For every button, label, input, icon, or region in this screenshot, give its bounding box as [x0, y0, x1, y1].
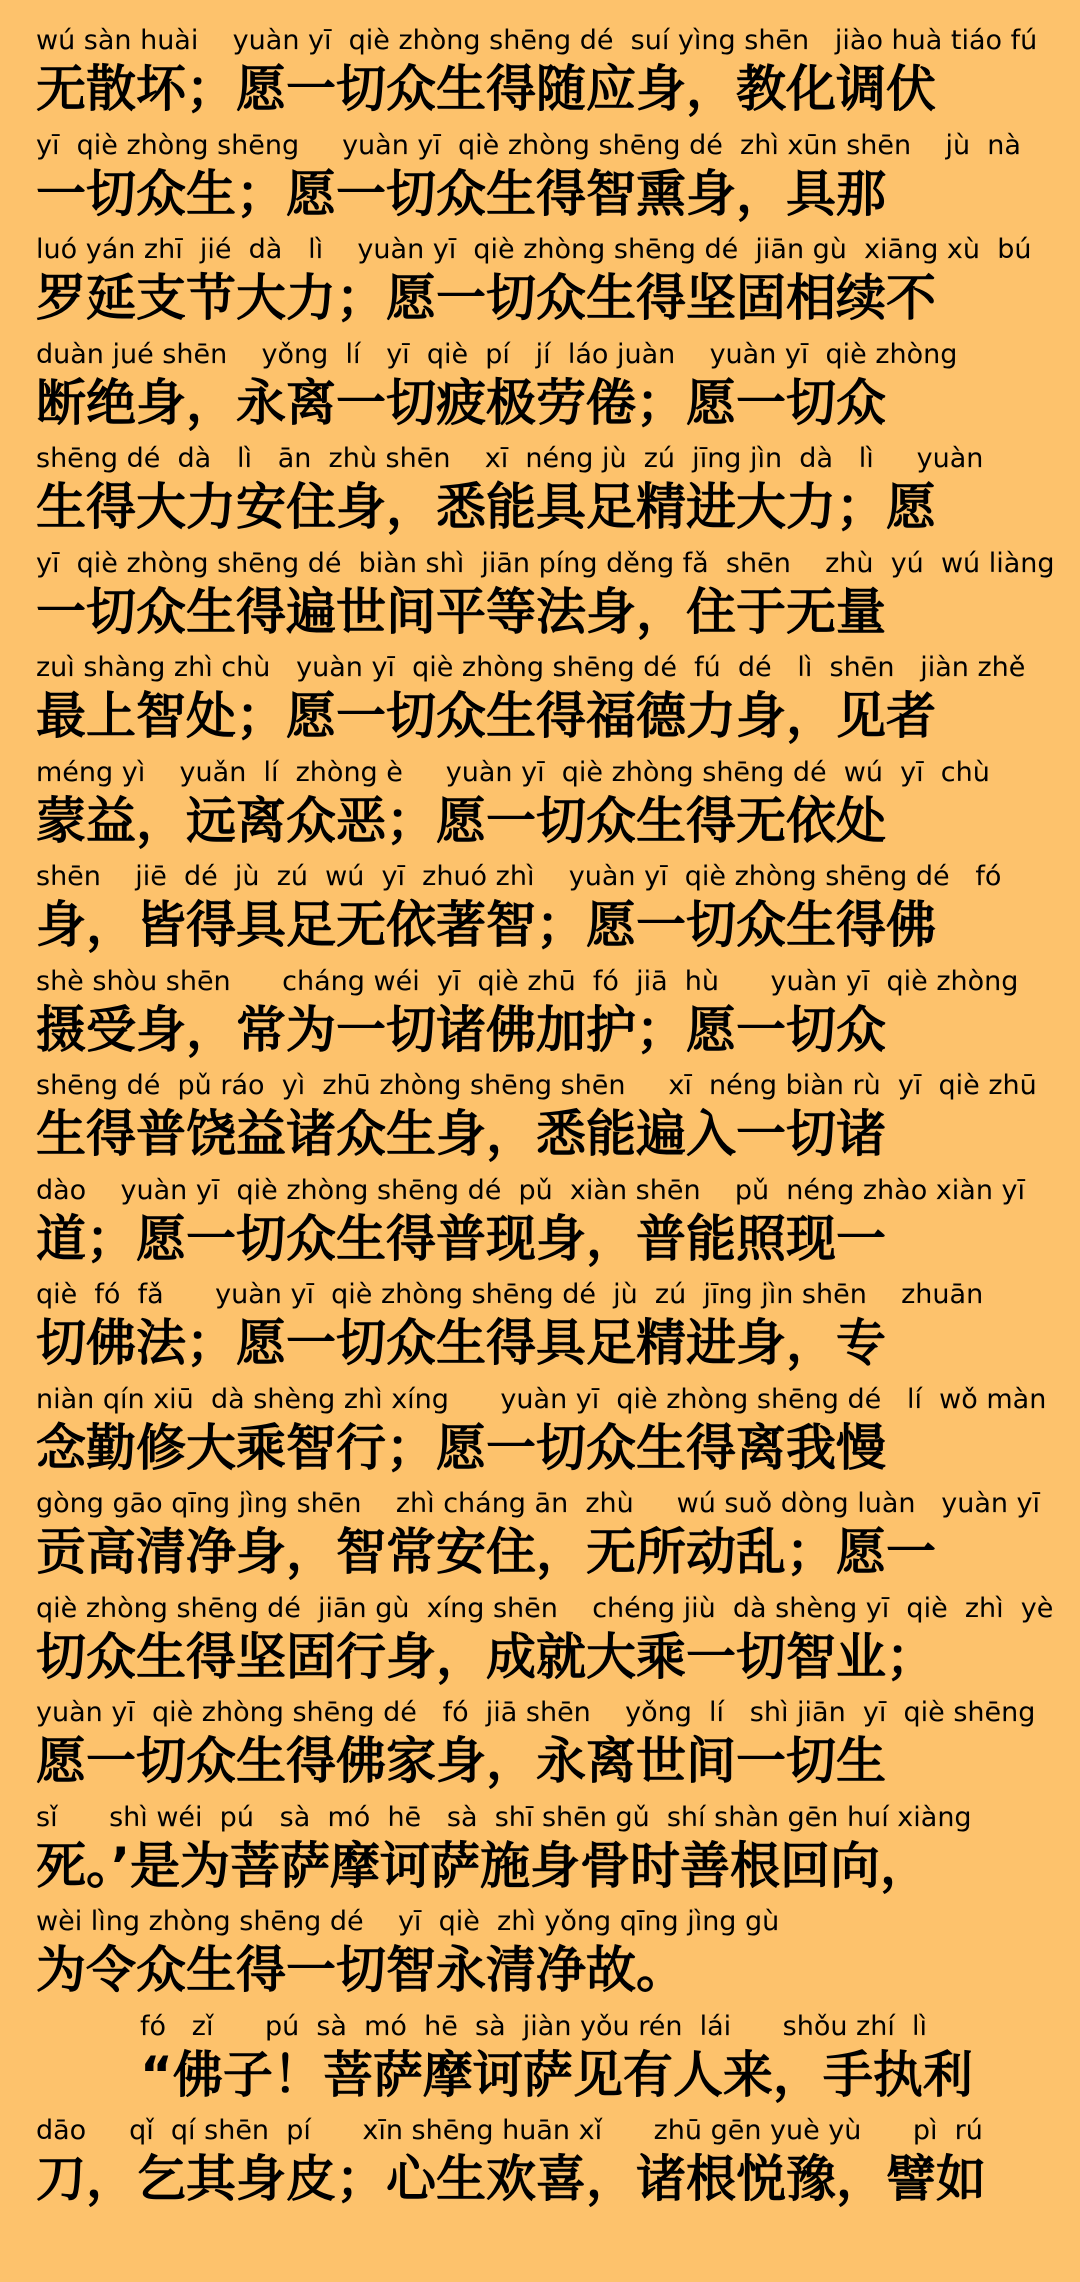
pinyin-line: zuì shàng zhì chù yuàn yī qiè zhòng shēng dé fú dé lì shēn jiàn zhě	[36, 652, 1026, 683]
text-line	[0, 336, 1080, 441]
text-line	[0, 1276, 1080, 1381]
hanzi-line: 最上智处；愿一切众生得福德力身，见者	[36, 687, 936, 745]
pinyin-line: dào yuàn yī qiè zhòng shēng dé pǔ xiàn shēn pǔ néng zhào xiàn yī	[36, 1175, 1025, 1206]
text-line	[0, 858, 1080, 963]
text-line	[0, 440, 1080, 545]
hanzi-line: 一切众生；愿一切众生得智熏身，具那	[36, 165, 886, 223]
hanzi-line: 无散坏；愿一切众生得随应身，教化调伏	[36, 60, 936, 118]
text-line	[0, 963, 1080, 1068]
hanzi-line: 生得大力安住身，悉能具足精进大力；愿	[36, 478, 936, 536]
pinyin-line: sǐ shì wéi pú sà mó hē sà shī shēn gǔ shí shàn gēn huí xiàng	[36, 1802, 972, 1833]
text-line	[0, 22, 1080, 127]
pinyin-line: shè shòu shēn cháng wéi yī qiè zhū fó jiā hù yuàn yī qiè zhòng	[36, 966, 1019, 997]
pinyin-line: qiè fó fǎ yuàn yī qiè zhòng shēng dé jù zú jīng jìn shēn zhuān	[36, 1279, 984, 1310]
text-line	[0, 1067, 1080, 1172]
hanzi-line: 切众生得坚固行身，成就大乘一切智业；	[36, 1628, 936, 1686]
pinyin-line: yī qiè zhòng shēng dé biàn shì jiān píng děng fǎ shēn zhù yú wú liàng	[36, 548, 1055, 579]
text-line	[0, 1381, 1080, 1486]
hanzi-line: 摄受身，常为一切诸佛加护；愿一切众	[36, 1001, 886, 1059]
hanzi-line: 死。’是为菩萨摩诃萨施身骨时善根回向，	[36, 1837, 930, 1895]
hanzi-line: 切佛法；愿一切众生得具足精进身，专	[36, 1314, 886, 1372]
pinyin-line: fó zǐ pú sà mó hē sà jiàn yǒu rén lái shǒu zhí lì	[140, 2011, 928, 2042]
hanzi-line: 贡高清净身，智常安住，无所动乱；愿一	[36, 1523, 936, 1581]
hanzi-line: 念勤修大乘智行；愿一切众生得离我慢	[36, 1419, 886, 1477]
pinyin-line: shēn jiē dé jù zú wú yī zhuó zhì yuàn yī qiè zhòng shēng dé fó	[36, 861, 1002, 892]
hanzi-line: 愿一切众生得佛家身，永离世间一切生	[36, 1732, 886, 1790]
text-line	[0, 1485, 1080, 1590]
hanzi-line: 断绝身，永离一切疲极劳倦；愿一切众	[36, 374, 886, 432]
text-line	[0, 1903, 1080, 2008]
text-line	[0, 754, 1080, 859]
text-line	[0, 1799, 1080, 1904]
pinyin-line: yuàn yī qiè zhòng shēng dé fó jiā shēn yǒng lí shì jiān yī qiè shēng	[36, 1697, 1036, 1728]
pinyin-line: dāo qǐ qí shēn pí xīn shēng huān xǐ zhū gēn yuè yù pì rú	[36, 2115, 983, 2146]
hanzi-line: 生得普饶益诸众生身，悉能遍入一切诸	[36, 1105, 886, 1163]
hanzi-line: 一切众生得遍世间平等法身，住于无量	[36, 583, 886, 641]
hanzi-line: 道；愿一切众生得普现身，普能照现一	[36, 1210, 886, 1268]
hanzi-line: “佛子！菩萨摩诃萨见有人来，手执利	[140, 2046, 973, 2104]
text-line	[0, 2008, 1080, 2113]
text-line	[0, 231, 1080, 336]
text-line	[0, 1172, 1080, 1277]
text-line	[0, 545, 1080, 650]
pinyin-line: niàn qín xiū dà shèng zhì xíng yuàn yī qiè zhòng shēng dé lí wǒ màn	[36, 1384, 1047, 1415]
pinyin-line: shēng dé dà lì ān zhù shēn xī néng jù zú jīng jìn dà lì yuàn	[36, 443, 984, 474]
pinyin-line: gòng gāo qīng jìng shēn zhì cháng ān zhù wú suǒ dòng luàn yuàn yī	[36, 1488, 1041, 1519]
pinyin-line: duàn jué shēn yǒng lí yī qiè pí jí láo juàn yuàn yī qiè zhòng	[36, 339, 958, 370]
hanzi-line: 刀，乞其身皮；心生欢喜，诸根悦豫，譬如	[36, 2150, 986, 2208]
pinyin-line: luó yán zhī jié dà lì yuàn yī qiè zhòng shēng dé jiān gù xiāng xù bú	[36, 234, 1032, 265]
text-line	[0, 2112, 1080, 2217]
text-line	[0, 649, 1080, 754]
pinyin-line: wèi lìng zhòng shēng dé yī qiè zhì yǒng qīng jìng gù	[36, 1906, 780, 1937]
pinyin-line: wú sàn huài yuàn yī qiè zhòng shēng dé suí yìng shēn jiào huà tiáo fú	[36, 25, 1038, 56]
hanzi-line: 蒙益，远离众恶；愿一切众生得无依处	[36, 792, 886, 850]
text-line	[0, 1694, 1080, 1799]
pinyin-line: yī qiè zhòng shēng yuàn yī qiè zhòng shēng dé zhì xūn shēn jù nà	[36, 130, 1021, 161]
pinyin-line: shēng dé pǔ ráo yì zhū zhòng shēng shēn xī néng biàn rù yī qiè zhū	[36, 1070, 1037, 1101]
hanzi-line: 罗延支节大力；愿一切众生得坚固相续不	[36, 269, 936, 327]
hanzi-line: 为令众生得一切智永清净故。	[36, 1941, 686, 1999]
pinyin-line: qiè zhòng shēng dé jiān gù xíng shēn chéng jiù dà shèng yī qiè zhì yè	[36, 1593, 1054, 1624]
pinyin-line: méng yì yuǎn lí zhòng è yuàn yī qiè zhòng shēng dé wú yī chù	[36, 757, 990, 788]
text-line	[0, 1590, 1080, 1695]
text-line	[0, 127, 1080, 232]
hanzi-line: 身，皆得具足无依著智；愿一切众生得佛	[36, 896, 936, 954]
